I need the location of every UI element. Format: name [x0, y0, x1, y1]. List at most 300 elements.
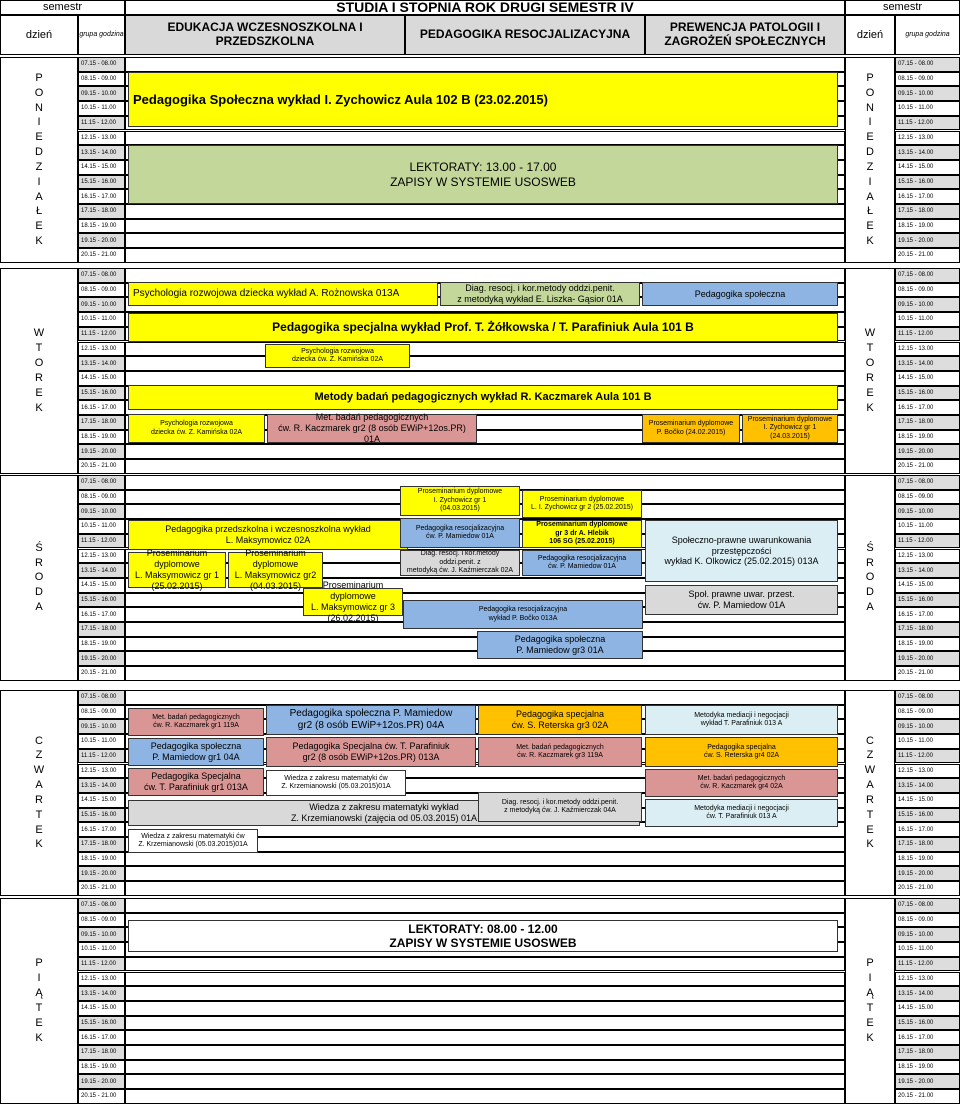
group-hour-header-left	[78, 15, 125, 55]
text: E	[35, 386, 43, 399]
day-label-right-1	[845, 268, 895, 474]
time-slot-left	[78, 666, 125, 681]
text: 07.15 - 08.00	[81, 694, 117, 701]
text: 11.15 - 12.00	[81, 538, 116, 545]
text: 10.15 - 11.00	[81, 105, 116, 112]
class-block[interactable]	[400, 550, 520, 576]
text: 16.15 - 17.00	[81, 611, 117, 618]
text: 18.15 - 19.00	[81, 856, 117, 863]
text: Wiedza z zakresu matematyki ćw	[284, 774, 388, 782]
text: dziecka ćw. Z. Kamińska 02A	[291, 356, 384, 363]
text: 15.15 - 16.00	[898, 389, 934, 396]
text: Z. Krzemianowski (zajęcia od 05.03.2015) 01A	[290, 813, 478, 823]
text: Met. badań pedagogicznych	[516, 743, 604, 751]
text: 18.15 - 19.00	[81, 223, 117, 230]
time-slot-left	[78, 898, 125, 913]
time-slot-right	[895, 563, 960, 578]
text: 19.15 - 20.00	[81, 448, 117, 455]
text: 14.15 - 15.00	[898, 375, 934, 382]
text: PREWENCJA PATOLOGII I ZAGROŻEŃ SPOŁECZNYCH	[664, 20, 826, 48]
text: 17.15 - 18.00	[81, 1049, 117, 1056]
grid-row	[125, 57, 845, 72]
lecture-block[interactable]	[128, 385, 838, 410]
time-slot-right	[895, 622, 960, 637]
time-slot-left	[78, 57, 125, 72]
time-slot-right	[895, 519, 960, 534]
text: L. I. Zychowicz gr 2 (25.02.2015)	[531, 504, 633, 511]
time-slot-right	[895, 386, 960, 401]
time-slot-right	[895, 459, 960, 474]
grid-row	[125, 986, 845, 1001]
text: E	[35, 1016, 43, 1029]
class-block[interactable]	[645, 585, 838, 615]
text: 13.15 - 14.00	[898, 149, 934, 156]
time-slot-left	[78, 72, 125, 87]
text: Pedagogika specjalna wykład Prof. T. Żółkowska / T. Parafiniuk Aula 101 B	[272, 320, 694, 335]
class-block[interactable]	[642, 282, 838, 306]
class-block[interactable]	[400, 486, 520, 516]
text: O	[34, 571, 44, 584]
text: ćw. P. Mamiedow 01A	[548, 563, 616, 570]
grid-row	[125, 444, 845, 459]
time-slot-left	[78, 719, 125, 734]
class-block[interactable]	[440, 282, 640, 306]
text: I. Zychowicz gr 1	[433, 496, 487, 504]
text: P	[866, 71, 874, 84]
text: 19.15 - 20.00	[898, 448, 934, 455]
text: 12.15 - 13.00	[898, 975, 934, 982]
text: 20.15 - 21.00	[898, 670, 934, 677]
text: 08.15 - 09.00	[81, 494, 117, 501]
text: Społeczno-prawne uwarunkowania przestępczości	[671, 534, 812, 556]
text: 15.15 - 16.00	[81, 389, 117, 396]
text: ćw. R. Kaczmarek gr1 119A	[153, 722, 239, 729]
text: 13.15 - 14.00	[81, 567, 117, 574]
class-block[interactable]	[478, 737, 642, 767]
time-slot-right	[895, 837, 960, 852]
text: (26.02.2015)	[327, 612, 379, 623]
text: 13.15 - 14.00	[898, 990, 934, 997]
time-slot-right	[895, 764, 960, 779]
semestr-right	[845, 0, 960, 15]
text: R	[35, 793, 43, 806]
text: A	[866, 601, 874, 614]
text: K	[866, 1031, 874, 1044]
text: Ś	[35, 541, 43, 554]
text: Pedagogika społeczna	[694, 288, 786, 299]
text: L. Maksymowicz gr 1	[134, 570, 220, 580]
lecture-block[interactable]	[128, 313, 838, 342]
text: 20.15 - 21.00	[81, 670, 117, 677]
text: semestr	[42, 1, 83, 14]
text: Met. badań pedagogicznych	[697, 774, 786, 782]
text: 07.15 - 08.00	[81, 61, 117, 68]
text: ćw. P. Mamiedow 01A	[697, 600, 786, 610]
text: 13.15 - 14.00	[898, 567, 934, 574]
text: 13.15 - 14.00	[81, 990, 117, 997]
time-slot-right	[895, 852, 960, 867]
time-slot-left	[78, 297, 125, 312]
text: 11.15 - 12.00	[81, 331, 116, 338]
text: dzień	[25, 28, 53, 41]
text: 09.15 - 10.00	[81, 301, 117, 308]
text: 14.15 - 15.00	[81, 797, 117, 804]
class-block[interactable]	[267, 414, 477, 443]
text: gr2 (8 osób EWiP+12os.PR) 04A	[297, 720, 445, 731]
page-title	[125, 0, 845, 15]
text: Wiedza z zakresu matematyki wykład	[309, 802, 459, 813]
text: 11.15 - 12.00	[81, 120, 116, 127]
grid-row	[125, 1089, 845, 1104]
column-edukacja	[125, 15, 405, 55]
text: 17.15 - 18.00	[898, 841, 934, 848]
text: O	[865, 571, 875, 584]
time-slot-right	[895, 204, 960, 219]
class-block[interactable]	[522, 490, 642, 518]
text: W	[33, 764, 45, 777]
time-slot-right	[895, 607, 960, 622]
time-slot-left	[78, 764, 125, 779]
time-slot-left	[78, 1016, 125, 1031]
text: 07.15 - 08.00	[81, 479, 117, 486]
text: D	[866, 586, 874, 599]
text: 17.15 - 18.00	[898, 208, 934, 215]
text: Proseminarium dyplomowe	[146, 548, 208, 570]
text: O	[865, 86, 875, 99]
time-slot-right	[895, 400, 960, 415]
day-label-right-3	[845, 690, 895, 896]
text: E	[866, 131, 874, 144]
text: 07.15 - 08.00	[898, 61, 934, 68]
time-slot-left	[78, 651, 125, 666]
time-slot-right	[895, 651, 960, 666]
class-block[interactable]	[128, 548, 226, 591]
text: K	[35, 235, 43, 248]
text: ZAPISY W SYSTEMIE USOSWEB	[390, 174, 576, 189]
text: 11.15 - 12.00	[898, 961, 933, 968]
text: Diag. resocj. i kor.metody oddzi.penit.	[465, 283, 615, 294]
text: 14.15 - 15.00	[898, 164, 934, 171]
text: 20.15 - 21.00	[898, 885, 934, 892]
time-slot-right	[895, 356, 960, 371]
text: 13.15 - 14.00	[81, 360, 117, 367]
semestr-left	[0, 0, 125, 15]
column-prewencja	[645, 15, 845, 55]
group-hour-header-right	[895, 15, 960, 55]
class-block[interactable]	[645, 799, 838, 827]
time-slot-left	[78, 881, 125, 896]
text: I	[37, 175, 41, 188]
time-slot-left	[78, 957, 125, 972]
text: 15.15 - 16.00	[898, 1019, 934, 1026]
grid-row	[125, 881, 845, 896]
text: 07.15 - 08.00	[898, 272, 934, 279]
text: T	[866, 1001, 874, 1014]
text: 19.15 - 20.00	[898, 237, 934, 244]
grid-row	[125, 972, 845, 987]
text: 07.15 - 08.00	[81, 272, 117, 279]
text: 19.15 - 20.00	[81, 655, 117, 662]
text: 106 SG (25.02.2015)	[549, 538, 615, 546]
text: 10.15 - 11.00	[898, 523, 933, 530]
text: 16.15 - 17.00	[898, 193, 934, 200]
time-slot-right	[895, 371, 960, 386]
time-slot-right	[895, 444, 960, 459]
text: 12.15 - 13.00	[898, 767, 934, 774]
time-slot-left	[78, 1089, 125, 1104]
text: 13.15 - 14.00	[81, 149, 117, 156]
class-block[interactable]	[403, 600, 643, 629]
time-slot-left	[78, 189, 125, 204]
class-block[interactable]	[400, 518, 520, 548]
time-slot-right	[895, 1045, 960, 1060]
text: Metody badań pedagogicznych wykład R. Kaczmarek Aula 101 B	[314, 390, 652, 403]
text: 19.15 - 20.00	[898, 655, 934, 662]
text: Proseminarium dyplomowe	[245, 548, 306, 570]
text: I. Zychowicz gr 1 (24.03.2015)	[763, 424, 817, 440]
time-slot-left	[78, 116, 125, 131]
grid-row	[125, 957, 845, 972]
text: E	[866, 386, 874, 399]
text: ćw. R. Kaczmarek gr4 02A	[700, 783, 783, 790]
time-slot-left	[78, 637, 125, 652]
time-slot-right	[895, 430, 960, 445]
lecture-block[interactable]	[128, 72, 838, 127]
text: 08.15 - 09.00	[81, 76, 117, 83]
text: Ą	[35, 987, 43, 1000]
lecture-block[interactable]	[645, 520, 838, 582]
class-block[interactable]	[742, 414, 838, 443]
text: E	[866, 220, 874, 233]
time-slot-right	[895, 297, 960, 312]
class-block[interactable]	[128, 738, 264, 766]
text: 08.15 - 09.00	[898, 76, 934, 83]
text: A	[866, 779, 874, 792]
time-slot-left	[78, 913, 125, 928]
text: Ą	[866, 987, 874, 1000]
class-block[interactable]	[478, 792, 642, 822]
time-slot-right	[895, 342, 960, 357]
text: 11.15 - 12.00	[898, 120, 933, 127]
text: 13.15 - 14.00	[898, 782, 934, 789]
text: 19.15 - 20.00	[81, 237, 117, 244]
class-block[interactable]	[477, 631, 643, 659]
class-block[interactable]	[266, 705, 476, 735]
class-block[interactable]	[645, 769, 838, 797]
text: I	[868, 175, 872, 188]
text: 11.15 - 12.00	[898, 331, 933, 338]
text: 14.15 - 15.00	[81, 1005, 117, 1012]
time-slot-left	[78, 927, 125, 942]
time-slot-left	[78, 986, 125, 1001]
time-slot-right	[895, 942, 960, 957]
text: Met. badań pedagogicznych	[315, 412, 429, 423]
class-block[interactable]	[642, 414, 740, 443]
text: STUDIA I STOPNIA ROK DRUGI SEMESTR IV	[336, 0, 634, 16]
time-slot-left	[78, 778, 125, 793]
text: Pedagogika społeczna P. Mamiedow	[289, 708, 453, 719]
time-slot-right	[895, 549, 960, 564]
text: 20.15 - 21.00	[898, 1093, 934, 1100]
text: P. Mamiedow gr3 01A	[516, 645, 604, 655]
class-block[interactable]	[128, 768, 264, 796]
text: 18.15 - 19.00	[81, 641, 117, 648]
text: Pedagogika Społeczna wykład I. Zychowicz Aula 102 B (23.02.2015)	[133, 91, 548, 107]
text: z metodyką ćw. J. Kaźmierczak 04A	[504, 807, 616, 814]
time-slot-right	[895, 534, 960, 549]
text: Pedagogika resocjalizacyjna	[478, 606, 568, 614]
text: 15.15 - 16.00	[81, 596, 117, 603]
class-block[interactable]	[128, 708, 264, 736]
text: wykład K. Olkowicz (25.02.2015) 013A	[664, 556, 819, 567]
text: (04.03.2015)	[440, 505, 480, 513]
text: 12.15 - 13.00	[898, 345, 934, 352]
time-slot-right	[895, 189, 960, 204]
text: 16.15 - 17.00	[81, 826, 117, 833]
time-slot-left	[78, 578, 125, 593]
text: Z	[35, 749, 43, 762]
grid-row	[125, 1016, 845, 1031]
class-block[interactable]	[522, 520, 642, 548]
text: z metodyką wykład E. Liszka- Gąsior 01A	[457, 294, 623, 304]
time-slot-left	[78, 490, 125, 505]
text: P	[35, 957, 43, 970]
text: 12.15 - 13.00	[81, 975, 117, 982]
time-slot-right	[895, 283, 960, 298]
class-block[interactable]	[266, 770, 406, 796]
time-slot-left	[78, 233, 125, 248]
class-block[interactable]	[266, 737, 476, 767]
time-slot-left	[78, 101, 125, 116]
day-col-header-right	[845, 15, 895, 55]
text: 15.15 - 16.00	[81, 1019, 117, 1026]
grid-row	[125, 268, 845, 283]
time-slot-right	[895, 898, 960, 913]
time-slot-left	[78, 371, 125, 386]
text: ćw. S. Reterska gr4 02A	[703, 752, 780, 759]
text: 09.15 - 10.00	[81, 723, 117, 730]
grid-row	[125, 459, 845, 474]
day-label-right-4	[845, 898, 895, 1104]
text: D	[35, 146, 43, 159]
class-block[interactable]	[522, 550, 642, 576]
text: 20.15 - 21.00	[81, 885, 117, 892]
time-slot-left	[78, 622, 125, 637]
text: 14.15 - 15.00	[81, 164, 117, 171]
text: 10.15 - 11.00	[81, 523, 116, 530]
text: 07.15 - 08.00	[898, 694, 934, 701]
text: 08.15 - 09.00	[81, 917, 117, 924]
text: 12.15 - 13.00	[898, 134, 934, 141]
grid-row	[125, 1001, 845, 1016]
text: C	[35, 734, 43, 747]
text: 12.15 - 13.00	[898, 552, 934, 559]
class-block[interactable]	[645, 705, 838, 735]
grid-row	[125, 1074, 845, 1089]
grid-row	[125, 1030, 845, 1045]
lektoraty-block[interactable]	[128, 920, 838, 952]
time-slot-right	[895, 160, 960, 175]
text: K	[35, 401, 43, 414]
text: Proseminarium dyplomowe	[417, 488, 503, 496]
text: Metodyka mediacji i negocjacji	[694, 804, 789, 812]
text: A	[866, 190, 874, 203]
time-slot-left	[78, 549, 125, 564]
class-block[interactable]	[128, 414, 265, 443]
grid-row	[125, 690, 845, 705]
text: 16.15 - 17.00	[898, 611, 934, 618]
text: Proseminarium dyplomowe	[322, 580, 384, 602]
text: 11.15 - 12.00	[898, 538, 933, 545]
text: I	[868, 116, 872, 129]
time-slot-right	[895, 666, 960, 681]
text: 18.15 - 19.00	[81, 434, 117, 441]
text: R	[866, 793, 874, 806]
text: 19.15 - 20.00	[81, 870, 117, 877]
class-block[interactable]	[265, 344, 410, 368]
grid-row	[125, 1060, 845, 1075]
time-slot-left	[78, 175, 125, 190]
time-slot-left	[78, 837, 125, 852]
time-slot-right	[895, 637, 960, 652]
text: 19.15 - 20.00	[898, 1078, 934, 1085]
text: ZAPISY W SYSTEMIE USOSWEB	[389, 936, 577, 950]
time-slot-left	[78, 268, 125, 283]
text: 18.15 - 19.00	[898, 856, 934, 863]
text: 16.15 - 17.00	[81, 1034, 117, 1041]
text: 20.15 - 21.00	[81, 252, 117, 259]
text: W	[33, 327, 45, 340]
text: gr 3 dr A. Hlebik	[555, 529, 609, 537]
time-slot-right	[895, 927, 960, 942]
text: 11.15 - 12.00	[81, 961, 116, 968]
text: ćw. P. Mamiedow 01A	[426, 533, 494, 540]
text: Pedagogika resocjalizacyjna	[415, 524, 505, 532]
text: Pedagogika resocjalizacyjna	[537, 554, 627, 562]
time-slot-left	[78, 1001, 125, 1016]
time-slot-left	[78, 248, 125, 263]
lecture-block[interactable]	[128, 282, 438, 306]
time-slot-left	[78, 593, 125, 608]
text: 17.15 - 18.00	[81, 208, 117, 215]
class-block[interactable]	[303, 580, 403, 623]
class-block[interactable]	[645, 737, 838, 767]
class-block[interactable]	[478, 705, 642, 735]
text: E	[35, 131, 43, 144]
text: dziecka ćw. Z. Kamińska 02A	[150, 428, 243, 436]
day-label-left-3	[0, 690, 78, 896]
lecture-block[interactable]	[128, 520, 408, 550]
text: L. Maksymowicz gr2	[234, 570, 317, 580]
text: C	[866, 734, 874, 747]
time-slot-right	[895, 822, 960, 837]
time-slot-left	[78, 131, 125, 146]
class-block[interactable]	[128, 829, 258, 853]
text: 08.15 - 09.00	[898, 917, 934, 924]
text: 15.15 - 16.00	[898, 596, 934, 603]
time-slot-right	[895, 1030, 960, 1045]
time-slot-left	[78, 1045, 125, 1060]
grid-row	[125, 898, 845, 913]
text: 20.15 - 21.00	[81, 463, 117, 470]
text: T	[866, 808, 874, 821]
lektoraty-block[interactable]	[128, 145, 838, 204]
time-slot-left	[78, 430, 125, 445]
text: 11.15 - 12.00	[898, 753, 933, 760]
text: A	[35, 190, 43, 203]
text: 16.15 - 17.00	[81, 193, 117, 200]
grid-row	[125, 852, 845, 867]
